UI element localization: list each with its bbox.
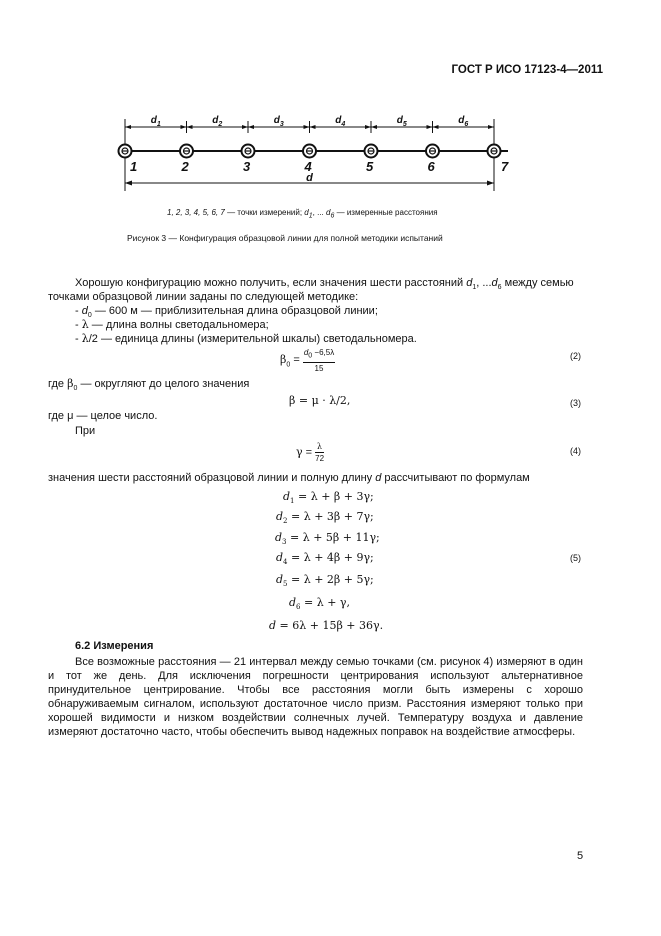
page-number: 5 [577, 850, 584, 862]
section-paragraph [48, 655, 583, 739]
section-title: 6.2 Измерения [75, 640, 154, 652]
segment-arrow [371, 125, 377, 129]
eq5-line: $d_1 = \lambda + \beta + 3\gamma$; [283, 490, 374, 506]
point-label: 7 [501, 159, 509, 174]
measurement-point [242, 145, 255, 158]
after-eq4: значения шести расстояний образцовой линии и полную длину d рассчитывают по формулам [48, 472, 530, 484]
eq2-num: −6,5λ [314, 348, 335, 357]
distance-label: $d_6$ [458, 115, 469, 128]
figure-line-diagram [110, 105, 520, 200]
segment-arrow [187, 125, 193, 129]
segment-arrow [181, 125, 187, 129]
equation-number-2: (2) [570, 351, 581, 361]
segment-arrow [488, 125, 494, 129]
intro-line-1: Хорошую конфигурацию можно получить, если значения шести расстояний $d_1$, $...d_6$ между семью [75, 277, 574, 292]
eq2-den: 15 [314, 363, 324, 373]
eq5-line: d = 6λ + 15β + 36γ. [269, 619, 384, 632]
eq5-line: $d_4 = \lambda + 4\beta + 9\gamma$; [276, 551, 374, 567]
section-paragraph-text: Все возможные расстояния — 21 интервал между семью точками (см. рисунок 4) измеряют в один и тот же день. Для исключения погрешности центрирования используют альтернативное принудительное центрирование. Чтобы все расстояния могли быть измерены с хорошо обнаруживаемым сигналом, используют достаточное число призм. Расстояния измеряют только при хорошей видимости и низком воздействии солнечных лучей. Температуру воздуха и давление измеряют достаточно часто, чтобы обеспечить вывод надежных поправок на воздействие атмосферы. [48, 656, 583, 738]
eq5-line: $d_3 = \lambda + 5\beta + 11\gamma$; [275, 531, 380, 547]
distance-label: $d_3$ [273, 115, 284, 128]
after-eq3: где μ — целое число. [48, 410, 158, 422]
eq4-den: 72 [315, 454, 325, 463]
equation-2: $\beta_0$ = $\frac{d_0 -6,5\lambda}{15}$ [280, 348, 335, 373]
segment-arrow [304, 125, 310, 129]
measurement-point [365, 145, 378, 158]
figure-legend: 1, 2, 3, 4, 5, 6, 7 — точки измерений; $d_1$, ... $d_6$ — измеренные расстояния [167, 208, 438, 220]
equation-number-4: (4) [570, 446, 581, 456]
segment-arrow [125, 125, 131, 129]
point-label: 3 [243, 159, 251, 174]
equation-3: β = μ · λ/2, [289, 394, 351, 407]
arrow-total-left [125, 181, 132, 186]
figure-caption: Рисунок 3 — Конфигурация образцовой линии для полной методики испытаний [127, 233, 443, 243]
legend-points-desc: — точки измерений; [227, 208, 303, 217]
measurement-point [119, 145, 132, 158]
item1-desc: — 600 м — приблизительная длина образцовой линии; [91, 305, 378, 317]
distance-label: $d_4$ [335, 115, 346, 128]
pri-text: При [75, 425, 96, 437]
point-label: 6 [427, 159, 435, 174]
eq5-line: $d_2 = \lambda + 3\beta + 7\gamma$; [276, 510, 374, 526]
point-label: 5 [366, 159, 374, 174]
intro-text-a: Хорошую конфигурацию можно получить, если значения шести расстояний [75, 277, 467, 289]
segment-arrow [242, 125, 248, 129]
after-eq2: где $\beta_0$ — округляют до целого значения [48, 377, 250, 393]
distance-label: $d_1$ [150, 115, 161, 128]
measurement-point [488, 145, 501, 158]
after-eq2-text: — округляют до целого значения [80, 378, 250, 390]
list-item: - λ/2 — единица длины (измерительной шкалы) светодальномера. [75, 332, 417, 345]
intro-text-b: между семью [504, 277, 574, 289]
legend-points: 1, 2, 3, 4, 5, 6, 7 [167, 208, 225, 217]
equation-4: γ = $\frac{\lambda}{72}$ [296, 442, 325, 463]
list-item: - λ — длина волны светодальномера; [75, 318, 269, 331]
after-eq4-a: значения шести расстояний образцовой линии и полную длину [48, 472, 376, 484]
segment-arrow [433, 125, 439, 129]
point-label: 2 [181, 159, 189, 174]
segment-arrow [427, 125, 433, 129]
measurement-point [180, 145, 193, 158]
equation-number-3: (3) [570, 398, 581, 408]
item3-desc: — единица длины (измерительной шкалы) светодальномера. [97, 333, 417, 345]
segment-arrow [248, 125, 254, 129]
after-eq4-b: рассчитывают по формулам [381, 472, 530, 484]
eq5-line: $d_6 = \lambda + \gamma$, [289, 596, 350, 612]
eq5-line: $d_5 = \lambda + 2\beta + 5\gamma$; [276, 573, 374, 589]
equation-number-5: (5) [570, 553, 581, 563]
segment-arrow [310, 125, 316, 129]
measurement-point [426, 145, 439, 158]
standard-header: ГОСТ Р ИСО 17123-4—2011 [451, 64, 603, 76]
legend-d1: $d_1$ [304, 208, 313, 220]
legend-dist-desc: — измеренные расстояния [336, 208, 438, 217]
intro-line-2: точками образцовой линии заданы по следующей методике: [48, 291, 359, 303]
measurement-point [303, 145, 316, 158]
distance-label: $d_2$ [212, 115, 223, 128]
total-length-label: d [306, 172, 313, 184]
distance-label: $d_5$ [396, 115, 407, 128]
item2-desc: — длина волны светодальномера; [88, 319, 269, 331]
eq4-num: λ [317, 442, 323, 451]
arrow-total-right [487, 181, 494, 186]
segment-arrow [365, 125, 371, 129]
point-label: 4 [304, 159, 312, 174]
legend-d6: $d_6$ [326, 208, 335, 220]
point-label: 1 [130, 159, 138, 174]
list-item: - $d_0$ — 600 м — приблизительная длина образцовой линии; [75, 305, 378, 320]
